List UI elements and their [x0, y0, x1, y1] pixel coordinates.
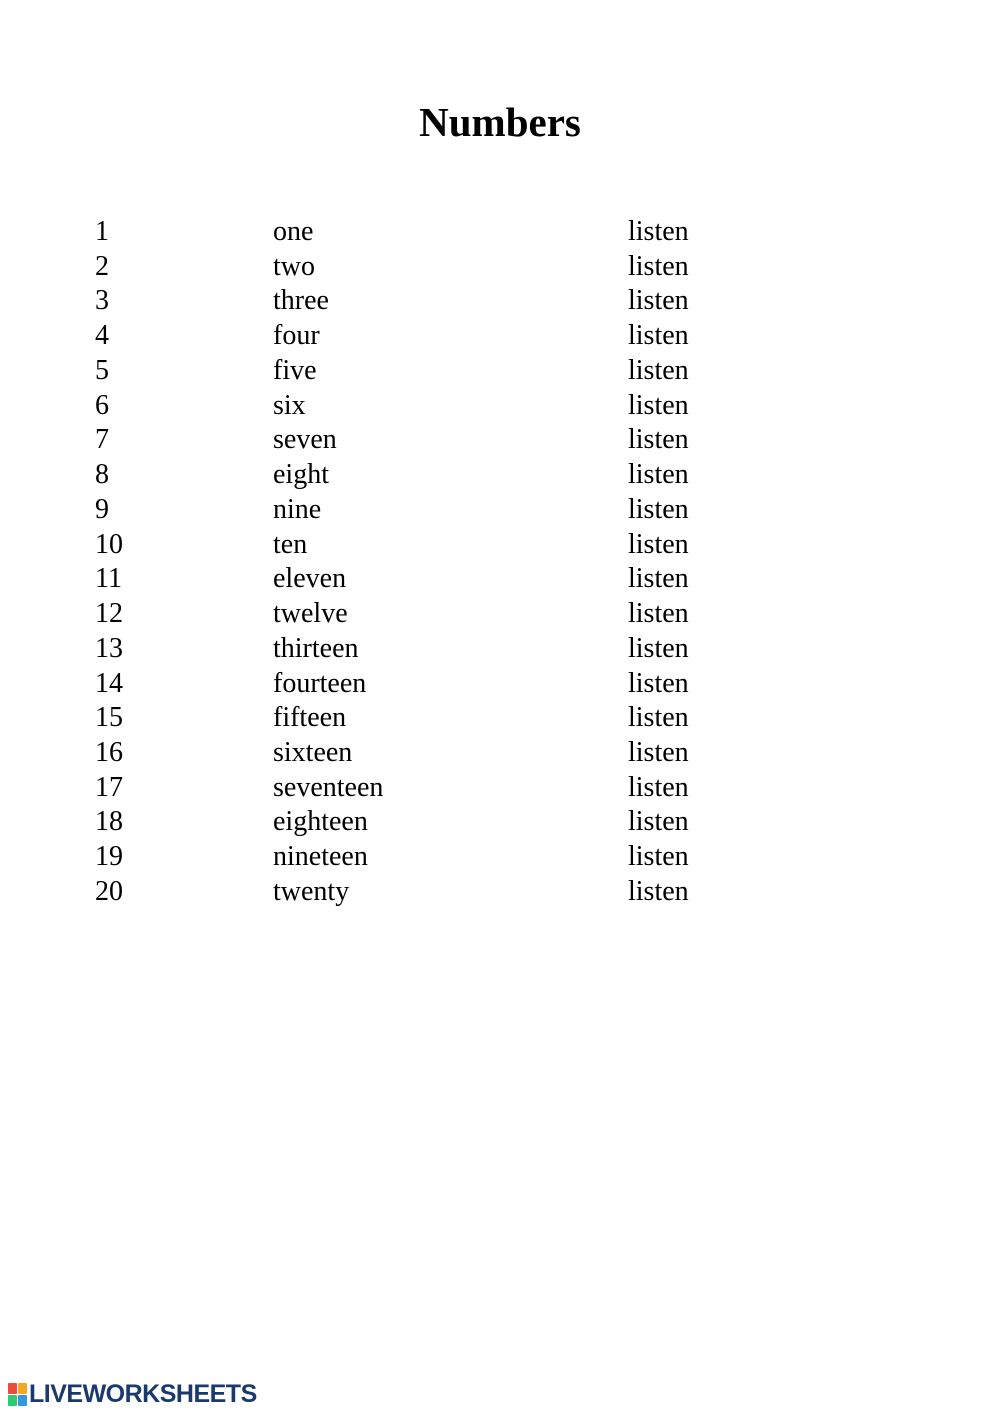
number-digit: 8 [95, 459, 109, 491]
listen-link[interactable]: listen [628, 806, 689, 838]
list-item [0, 701, 1000, 736]
number-word: nineteen [273, 841, 368, 873]
number-word: ten [273, 528, 308, 560]
listen-link[interactable]: listen [628, 841, 689, 873]
page-title: Numbers [419, 99, 581, 145]
number-digit: 18 [95, 806, 123, 838]
list-item [0, 875, 1000, 910]
list-item [0, 250, 1000, 285]
listen-link[interactable]: listen [628, 563, 689, 595]
list-item [0, 284, 1000, 319]
listen-link[interactable]: listen [628, 875, 689, 907]
listen-link[interactable]: listen [628, 424, 689, 456]
list-item [0, 354, 1000, 389]
listen-link[interactable]: listen [628, 459, 689, 491]
listen-link[interactable]: listen [628, 320, 689, 352]
number-digit: 16 [95, 737, 123, 769]
number-digit: 6 [95, 389, 109, 421]
number-digit: 9 [95, 493, 109, 525]
list-item [0, 667, 1000, 702]
number-word: twelve [273, 598, 348, 630]
number-word: fifteen [273, 702, 347, 734]
number-word: one [273, 216, 314, 247]
list-item [0, 319, 1000, 354]
listen-link[interactable]: listen [628, 216, 689, 247]
number-word: nine [273, 493, 322, 525]
number-digit: 4 [95, 320, 109, 352]
listen-link[interactable]: listen [628, 737, 689, 769]
list-item [0, 632, 1000, 667]
number-word: two [273, 250, 315, 282]
list-item [0, 562, 1000, 597]
listen-link[interactable]: listen [628, 667, 689, 699]
list-item [0, 389, 1000, 424]
listen-link[interactable]: listen [628, 389, 689, 421]
listen-link[interactable]: listen [628, 250, 689, 282]
numbers-list [0, 215, 1000, 910]
number-digit: 11 [95, 563, 122, 595]
list-item [0, 840, 1000, 875]
list-item [0, 493, 1000, 528]
number-word: eleven [273, 563, 347, 595]
listen-link[interactable]: listen [628, 493, 689, 525]
list-item [0, 597, 1000, 632]
listen-link[interactable]: listen [628, 285, 689, 317]
number-word: seventeen [273, 771, 384, 803]
number-word: seven [273, 424, 337, 456]
logo-text: LIVEWORKSHEETS [29, 1379, 257, 1408]
number-digit: 2 [95, 250, 109, 282]
number-digit: 20 [95, 875, 123, 907]
number-word: five [273, 354, 317, 386]
number-digit: 12 [95, 598, 123, 630]
number-digit: 5 [95, 354, 109, 386]
listen-link[interactable]: listen [628, 771, 689, 803]
number-word: twenty [273, 875, 350, 907]
number-digit: 10 [95, 528, 123, 560]
listen-link[interactable]: listen [628, 354, 689, 386]
list-item [0, 458, 1000, 493]
number-word: six [273, 389, 306, 421]
number-digit: 19 [95, 841, 123, 873]
number-word: eight [273, 459, 329, 491]
list-item [0, 528, 1000, 563]
number-digit: 1 [95, 216, 109, 247]
number-digit: 15 [95, 702, 123, 734]
liveworksheets-logo-icon [8, 1383, 27, 1406]
list-item [0, 805, 1000, 840]
listen-link[interactable]: listen [628, 598, 689, 630]
list-item [0, 423, 1000, 458]
number-digit: 3 [95, 285, 109, 317]
liveworksheets-logo [8, 1379, 257, 1409]
number-word: fourteen [273, 667, 367, 699]
number-word: three [273, 285, 329, 317]
number-digit: 14 [95, 667, 123, 699]
list-item [0, 736, 1000, 771]
number-word: four [273, 320, 320, 352]
list-item [0, 215, 1000, 250]
number-word: sixteen [273, 737, 353, 769]
list-item [0, 771, 1000, 806]
listen-link[interactable]: listen [628, 702, 689, 734]
number-digit: 7 [95, 424, 109, 456]
number-word: thirteen [273, 632, 359, 664]
number-digit: 17 [95, 771, 123, 803]
listen-link[interactable]: listen [628, 632, 689, 664]
number-digit: 13 [95, 632, 123, 664]
listen-link[interactable]: listen [628, 528, 689, 560]
number-word: eighteen [273, 806, 368, 838]
